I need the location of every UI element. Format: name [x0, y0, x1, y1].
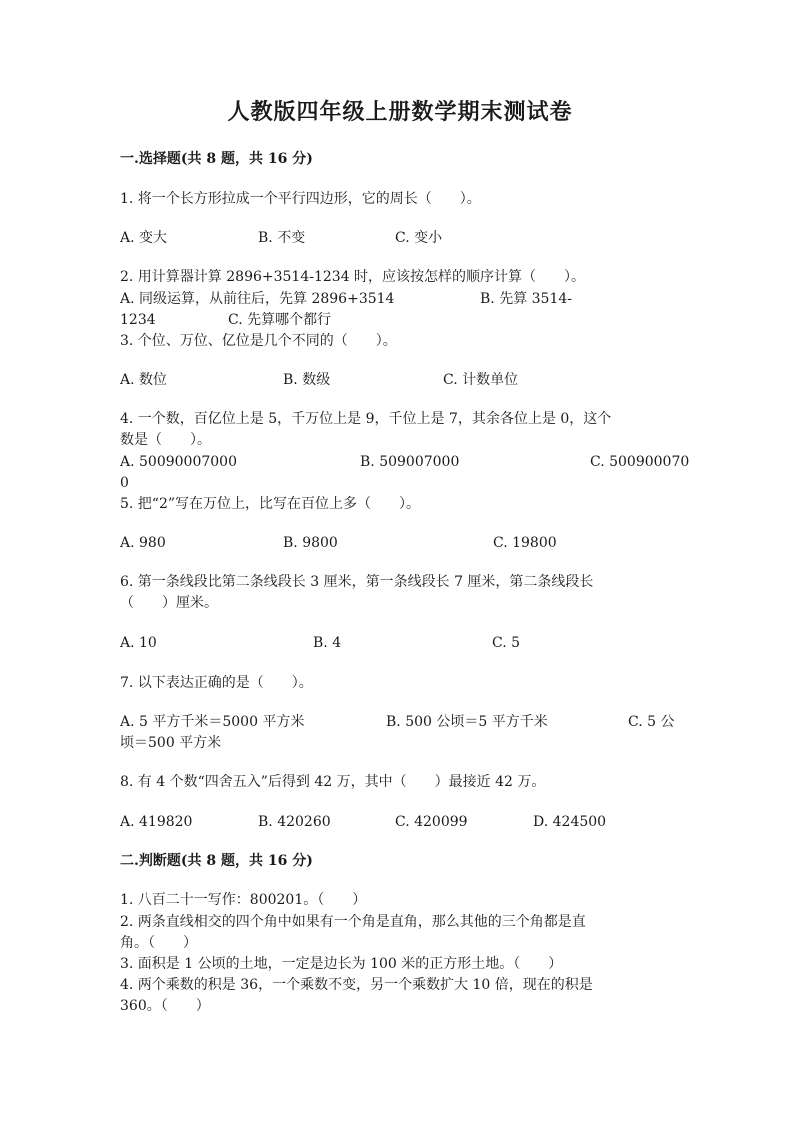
q5-option-b: B. 9800 [283, 535, 338, 551]
q1-option-a: A. 变大 [120, 230, 168, 246]
q4-stem-cont: 数是（ ）。 [120, 432, 211, 448]
q6-option-b: B. 4 [313, 635, 342, 651]
q1-option-b: B. 不变 [258, 230, 306, 246]
q8-option-d: D. 424500 [533, 814, 607, 830]
section-heading-judgement: 二.判断题(共 8 题，共 16 分) [120, 853, 313, 869]
q2-option-a: A. 同级运算，从前往后，先算 2896+3514 [120, 291, 395, 307]
q5-option-a: A. 980 [120, 535, 166, 551]
q2-option-b-cont: 1234 [120, 312, 156, 328]
q2-option-b: B. 先算 3514- [480, 291, 572, 307]
q6-stem-cont: （ ）厘米。 [120, 595, 218, 611]
q8-option-a: A. 419820 [120, 814, 193, 830]
q1-stem: 1. 将一个长方形拉成一个平行四边形，它的周长（ ）。 [120, 191, 481, 207]
judge-q4-cont: 360。（ ） [120, 998, 210, 1014]
q3-option-b: B. 数级 [283, 372, 331, 388]
q3-option-c: C. 计数单位 [443, 372, 519, 388]
section-heading-choice: 一.选择题(共 8 题，共 16 分) [120, 151, 313, 167]
q8-stem: 8. 有 4 个数“四舍五入”后得到 42 万，其中（ ）最接近 42 万。 [120, 774, 546, 790]
q6-stem: 6. 第一条线段比第二条线段长 3 厘米，第一条线段长 7 厘米，第二条线段长 [120, 574, 594, 590]
q5-option-c: C. 19800 [493, 535, 557, 551]
q6-option-c: C. 5 [492, 635, 521, 651]
q8-option-b: B. 420260 [258, 814, 331, 830]
q7-option-c: C. 5 公 [628, 714, 675, 730]
q4-option-a: A. 50090007000 [120, 454, 237, 470]
q7-option-a: A. 5 平方千米＝5000 平方米 [120, 714, 305, 730]
q3-option-a: A. 数位 [120, 372, 168, 388]
q2-option-c: C. 先算哪个都行 [228, 312, 332, 328]
q2-stem: 2. 用计算器计算 2896+3514-1234 时，应该按怎样的顺序计算（ ）。 [120, 269, 586, 285]
judge-q2-cont: 角。（ ） [120, 935, 197, 951]
q7-option-b: B. 500 公顷＝5 平方千米 [386, 714, 548, 730]
judge-q3: 3. 面积是 1 公顷的土地，一定是边长为 100 米的正方形土地。（ ） [120, 956, 563, 972]
q8-option-c: C. 420099 [395, 814, 468, 830]
q4-option-c: C. 500900070 [590, 454, 690, 470]
judge-q1: 1. 八百二十一写作：800201。（ ） [120, 892, 367, 908]
q4-option-b: B. 509007000 [360, 454, 460, 470]
q7-option-c-cont: 顷＝500 平方米 [120, 735, 222, 751]
q1-option-c: C. 变小 [395, 230, 443, 246]
q6-option-a: A. 10 [120, 635, 157, 651]
q4-stem: 4. 一个数，百亿位上是 5，千万位上是 9，千位上是 7，其余各位上是 0，这个 [120, 411, 612, 427]
page-title: 人教版四年级上册数学期末测试卷 [227, 99, 573, 125]
judge-q2: 2. 两条直线相交的四个角中如果有一个角是直角，那么其他的三个角都是直 [120, 914, 586, 930]
q3-stem: 3. 个位、万位、亿位是几个不同的（ ）。 [120, 333, 397, 349]
q7-stem: 7. 以下表达正确的是（ ）。 [120, 675, 313, 691]
q5-stem: 5. 把“2”写在万位上，比写在百位上多（ ）。 [120, 496, 421, 512]
judge-q4: 4. 两个乘数的积是 36，一个乘数不变，另一个乘数扩大 10 倍，现在的积是 [120, 977, 593, 993]
q4-option-c-cont: 0 [120, 475, 129, 491]
